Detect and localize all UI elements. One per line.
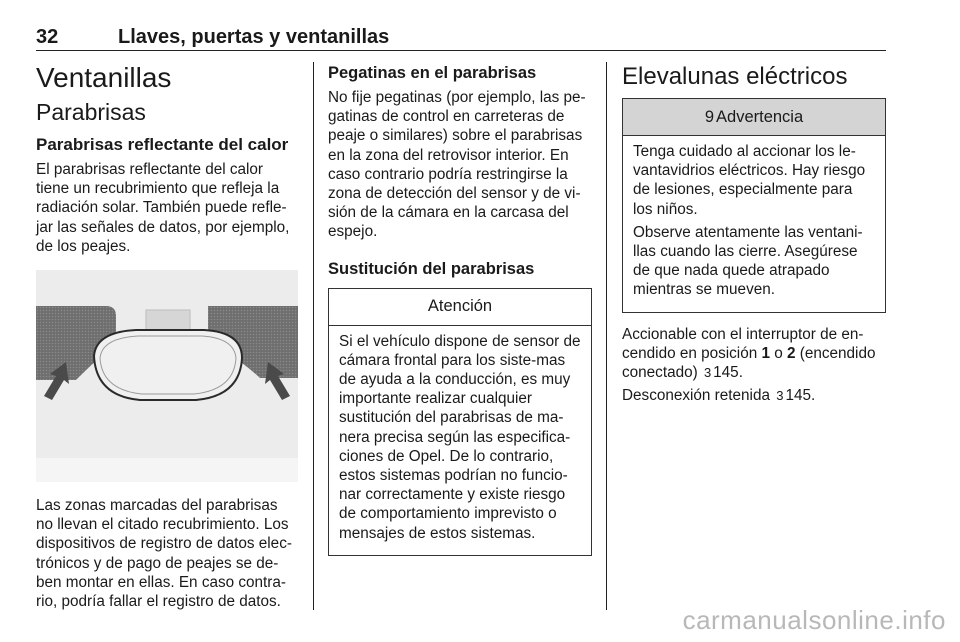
warning-paragraph-2: Observe atentamente las ventani-llas cuando las cierre. Asegúrese de que nada quede atrapado mientras se mueven.: [633, 223, 863, 299]
paragraph-retained-power: Desconexión retenida 3 145.: [622, 387, 816, 405]
column-right: [622, 62, 886, 405]
paragraph-stickers: No fije pegatinas (por ejemplo, las pe-gatinas de control en carreteras de peaje o similares) sobre el parabrisas en la zona del retrovisor interior. En caso contrario podría restringirse la zona de detección del sensor y de vi-sión de la cámara en la carcasa del espejo.: [328, 89, 586, 241]
chapter-title: Llaves, puertas y ventanillas: [118, 26, 390, 48]
column-left: [36, 62, 298, 611]
paragraph-reflective-intro: El parabrisas reflectante del calor tiene un recubrimiento que refleja la radiación solar. También puede refle-jar las señales de datos, por ejemplo, de los peajes.: [36, 161, 290, 255]
paragraph-operation: Accionable con el interruptor de en-cendido en posición 1 o 2 (encendido conectado) 3 145.: [622, 325, 876, 382]
subsection-title-parabrisas: Parabrisas: [36, 99, 146, 125]
page-number: 32: [36, 26, 59, 48]
page-header: [36, 24, 886, 51]
column-divider: [313, 62, 314, 610]
warning-paragraph-1: Tenga cuidado al accionar los le-vantavidrios eléctricos. Hay riesgo de lesiones, especialmente para los niños.: [633, 143, 866, 218]
caution-box: [328, 288, 592, 556]
ignition-position-1: 1: [761, 344, 770, 362]
warning-header: [623, 99, 885, 136]
cross-reference-icon: 3: [776, 388, 784, 404]
page-ref-145-retained[interactable]: 145.: [785, 387, 816, 405]
heading-stickers: Pegatinas en el parabrisas: [328, 64, 537, 82]
warning-box: [622, 98, 886, 313]
cross-reference-icon: 3: [703, 365, 712, 381]
rearview-mirror: [94, 330, 242, 400]
ignition-position-2: 2: [787, 344, 796, 362]
caution-title: Atención: [329, 289, 591, 326]
column-divider: [606, 62, 607, 610]
page-ref-145[interactable]: 145.: [713, 364, 743, 382]
section-title-power-windows: Elevalunas eléctricos: [622, 63, 848, 90]
heading-windshield-replacement: Sustitución del parabrisas: [328, 259, 535, 278]
warning-title: Advertencia: [716, 107, 804, 126]
column-middle: [328, 62, 592, 556]
watermark: carmanualsonline.info: [682, 605, 946, 635]
windshield-mirror-illustration: [36, 270, 298, 482]
paragraph-marked-zones: Las zonas marcadas del parabrisas no llevan el citado recubrimiento. Los dispositivos de registro de datos elec-trónicos y de pago de peajes se de-ben montar en ellas. En caso contra-rio, podría fallar el registro de datos.: [36, 497, 292, 611]
section-title-ventanillas: Ventanillas: [36, 62, 172, 93]
caution-text: Si el vehículo dispone de sensor de cámara frontal para los siste-mas de ayuda a la conducción, es muy importante realizar cualquier sustitución del parabrisas de ma-nera precisa según las especifica-ciones de Opel. De lo contrario, estos sistemas podrían no funcio-nar correctamente y existe riesgo de comportamiento imprevisto o mensajes de estos sistemas.: [339, 332, 581, 542]
warning-icon: 9: [704, 107, 715, 126]
heading-reflective-windshield: Parabrisas reflectante del calor: [36, 135, 289, 154]
